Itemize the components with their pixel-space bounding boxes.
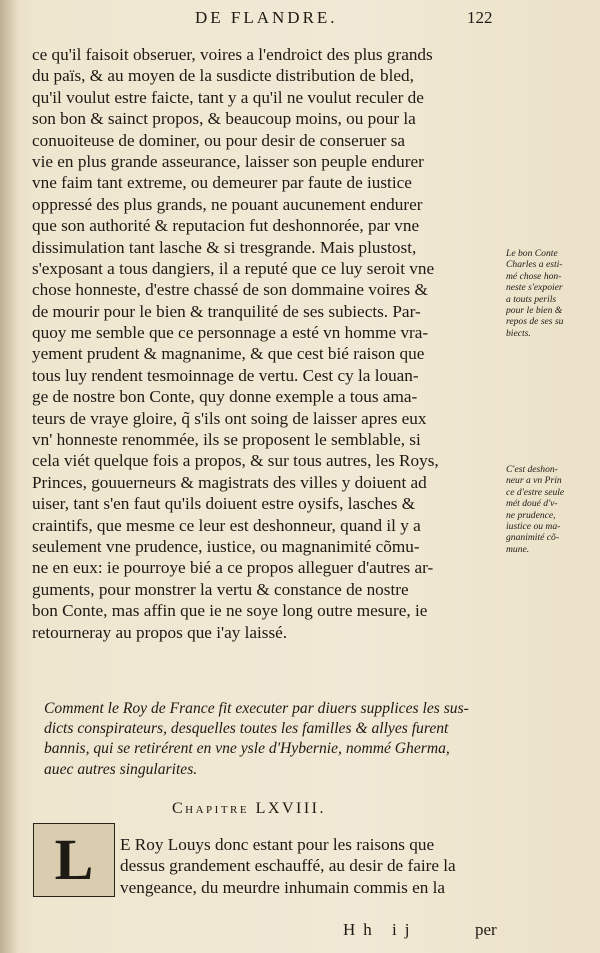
body-line: ne en eux: ie pourroye bié a ce propos alleguer d'autres ar- <box>32 558 434 578</box>
body-line: dissimulation tant lasche & si tresgrande. Mais plustost, <box>32 237 417 257</box>
margin-note-line: a touts perils <box>506 293 557 305</box>
margin-note-line: ne prudence, <box>506 509 556 521</box>
margin-note-line: mune. <box>506 543 530 555</box>
margin-note-1 <box>506 248 596 339</box>
body-text <box>32 44 498 643</box>
margin-note-line: C'est deshon- <box>506 464 558 475</box>
body-line: guments, pour monstrer la vertu & constance de nostre <box>32 579 409 599</box>
body-line: teurs de vraye gloire, q̃ s'ils ont soing de laisser apres eux <box>32 408 427 428</box>
folio-number: 122 <box>467 8 493 27</box>
body-line: retourneray au propos que i'ay laissé. <box>32 622 288 642</box>
running-head <box>0 8 600 30</box>
margin-note-line: ce d'estre seule <box>506 486 565 498</box>
body-line: vne faim tant extreme, ou demeurer par faute de iustice <box>32 173 412 193</box>
body-line: son bon & sainct propos, & beaucoup moins, ou pour la <box>32 109 416 129</box>
margin-note-line: Le bon Conte <box>506 248 558 259</box>
catchword: per <box>475 920 497 939</box>
margin-note-line: neur a vn Prin <box>506 475 562 487</box>
body-line: yement prudent & magnanime, & que cest bié raison que <box>32 344 425 364</box>
body-line: bon Conte, mas affin que ie ne soye long outre mesure, ie <box>32 601 428 621</box>
body-line: Princes, gouuerneurs & magistrats des villes y doiuent ad <box>32 472 427 492</box>
margin-note-2 <box>506 464 596 555</box>
body-line: cela viét quelque fois a propos, & sur tous autres, les Roys, <box>32 451 439 471</box>
margin-note-line: neste s'expoier <box>506 282 563 294</box>
body-line: ce qu'il faisoit obseruer, voires a l'endroict des plus grands <box>32 45 433 64</box>
body-line: du païs, & au moyen de la susdicte distribution de bled, <box>32 66 414 86</box>
body-line: uiser, tant s'en faut qu'ils doiuent estre oysifs, lasches & <box>32 494 416 514</box>
chapter-line: dessus grandement eschauffé, au desir de faire la <box>120 856 456 876</box>
drop-cap-letter: L <box>54 827 94 892</box>
body-line: chose honneste, d'estre chassé de son dommaine voires & <box>32 280 428 300</box>
gutter-shadow <box>0 0 18 953</box>
drop-cap-initial <box>33 823 115 897</box>
summary-line: Comment le Roy de France fit executer par diuers supplices les sus- <box>44 700 469 717</box>
body-line: conuoiteuse de dominer, ou pour desir de conseruer sa <box>32 130 406 150</box>
margin-note-line: mét doué d'v- <box>506 498 558 510</box>
margin-note-line: repos de ses su <box>506 316 564 328</box>
margin-note-line: gnanimité cõ- <box>506 532 560 544</box>
running-title: DE FLANDRE. <box>195 8 338 27</box>
body-line: de mourir pour le bien & tranquilité de ses subiects. Par- <box>32 301 421 321</box>
body-line: oppressé des plus grands, ne pouant aucunement endurer <box>32 194 423 214</box>
margin-note-line: iustice ou ma- <box>506 521 561 533</box>
body-line: seulement vne prudence, iustice, ou magnanimité cõmu- <box>32 536 420 556</box>
body-line: que son authorité & reputacion fut deshonnorée, par vne <box>32 216 420 236</box>
body-line: qu'il voulut estre faicte, tant y a qu'il ne voulut reculer de <box>32 87 424 107</box>
chapter-heading: Chapitre LXVIII. <box>172 800 326 817</box>
margin-note-line: Charles a esti- <box>506 259 563 271</box>
body-line: vie en plus grande asseurance, laisser son peuple endurer <box>32 151 424 171</box>
chapter-text <box>120 834 500 898</box>
chapter-line: E Roy Louys donc estant pour les raisons que <box>120 835 435 854</box>
body-line: vn' honneste renommée, ils se proposent le semblable, si <box>32 430 421 450</box>
margin-note-line: biects. <box>506 327 531 339</box>
body-line: craintifs, que mesme ce leur est deshonneur, quand il y a <box>32 515 421 535</box>
body-line: s'exposant a tous dangiers, il a reputé que ce luy seroit vne <box>32 258 435 278</box>
body-line: ge de nostre bon Conte, quy donne exemple a tous ama- <box>32 387 418 407</box>
margin-note-line: pour le bien & <box>506 305 563 317</box>
summary-line: dicts conspirateurs, desquelles toutes les familles & allyes furent <box>44 720 449 738</box>
body-line: quoy me semble que ce personnage a esté vn homme vra- <box>32 323 429 343</box>
margin-note-line: mé chose hon- <box>506 270 562 282</box>
signature-mark: Hh ij <box>343 920 418 939</box>
chapter-summary <box>44 699 504 780</box>
summary-line: bannis, qui se retirérent en vne ysle d'Hybernie, nommé Gherma, <box>44 740 450 758</box>
body-line: tous luy rendent tesmoinnage de vertu. Cest cy la louan- <box>32 365 419 385</box>
chapter-line: vengeance, du meurdre inhumain commis en la <box>120 877 446 897</box>
summary-line: auec autres singularites. <box>44 760 198 778</box>
